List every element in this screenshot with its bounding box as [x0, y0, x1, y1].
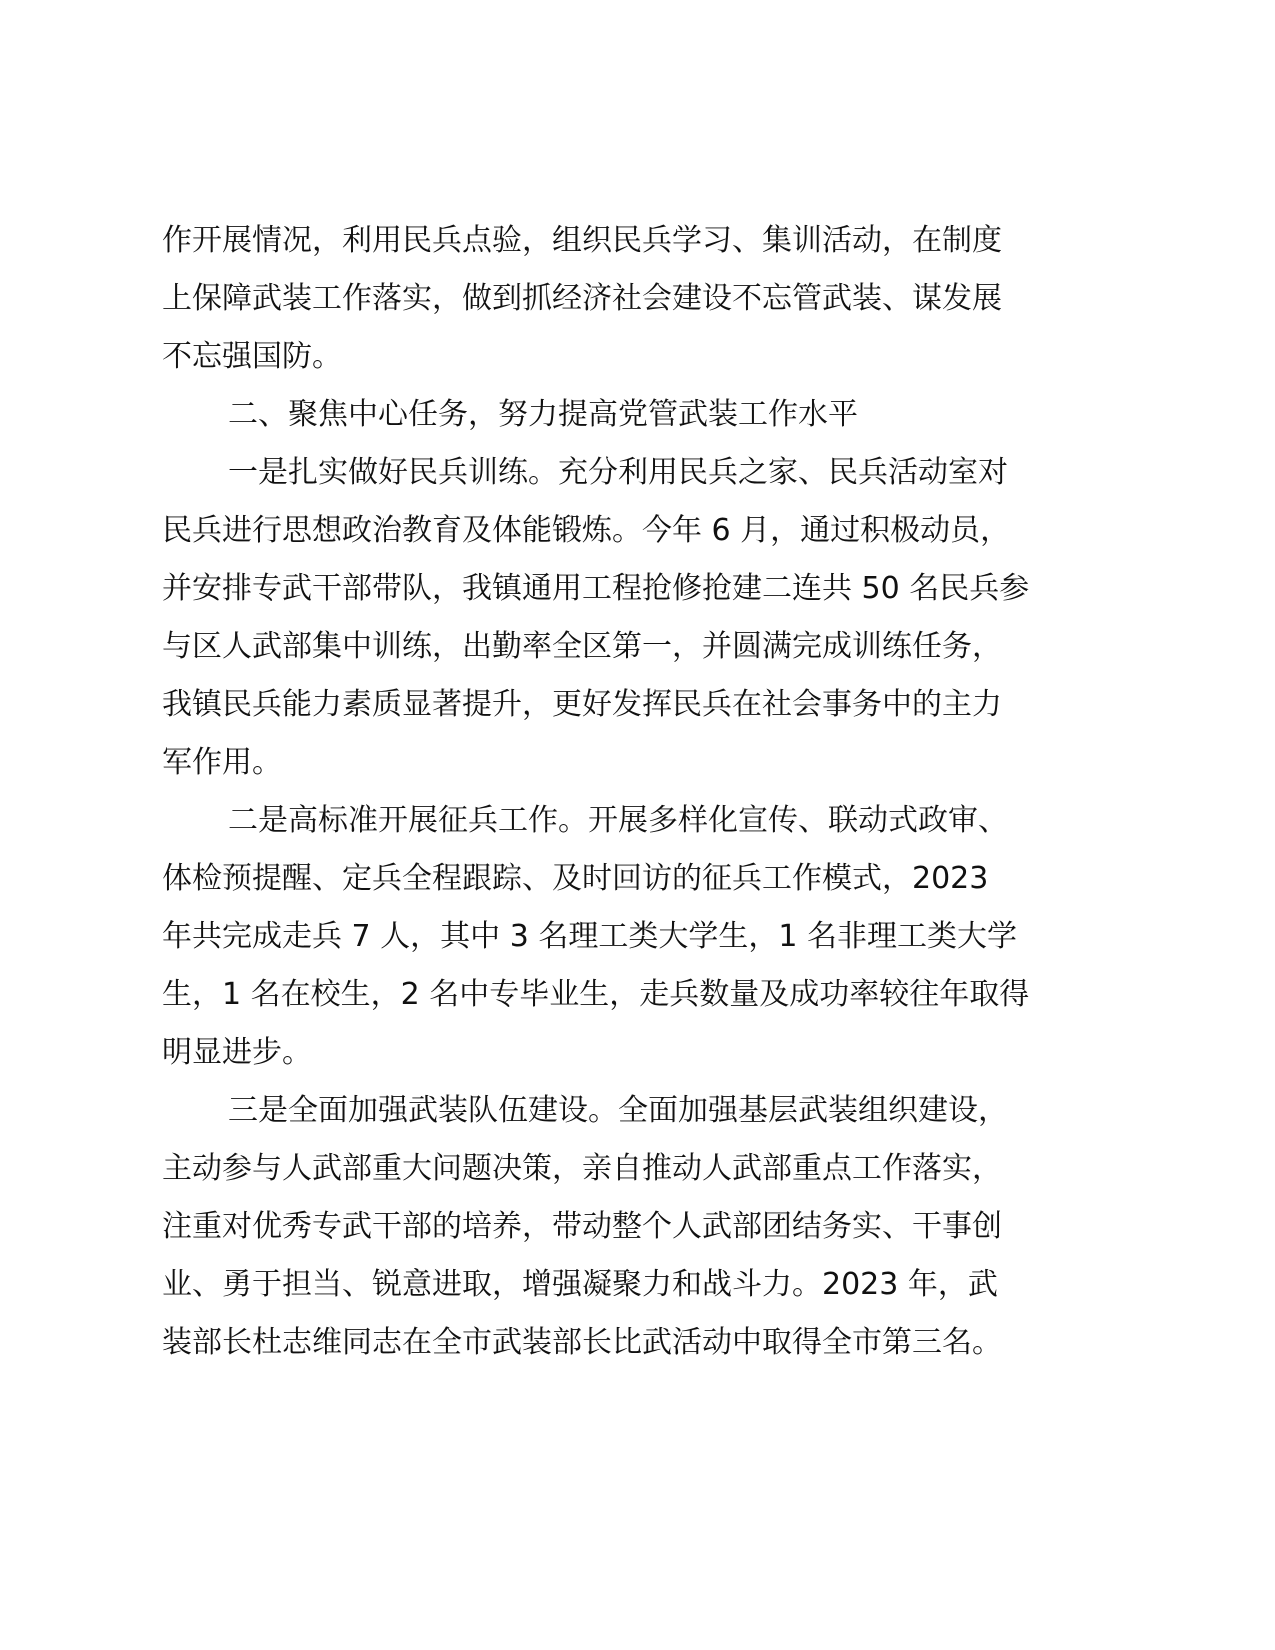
text-line: 注重对优秀专武干部的培养，带动整个人武部团结务实、干事创: [162, 1209, 1002, 1244]
text-line: 明显进步。: [162, 1035, 312, 1070]
text-line: 与区人武部集中训练，出勤率全区第一，并圆满完成训练任务，: [162, 629, 1002, 664]
text-line: 并安排专武干部带队，我镇通用工程抢修抢建二连共 50 名民兵参: [162, 571, 1030, 606]
text-line: 军作用。: [162, 745, 282, 780]
text-line: 民兵进行思想政治教育及体能锻炼。今年 6 月，通过积极动员，: [162, 513, 1011, 548]
document-body: [162, 212, 1122, 1372]
text-line: 主动参与人武部重大问题决策，亲自推动人武部重点工作落实，: [162, 1151, 1002, 1186]
text-line: 不忘强国防。: [162, 339, 342, 374]
text-line: 我镇民兵能力素质显著提升，更好发挥民兵在社会事务中的主力: [162, 687, 1002, 722]
text-line: 业、勇于担当、锐意进取，增强凝聚力和战斗力。2023 年，武: [162, 1267, 998, 1302]
paragraph-start: 三是全面加强武装队伍建设。全面加强基层武装组织建设，: [228, 1093, 1008, 1128]
text-line: 上保障武装工作落实，做到抓经济社会建设不忘管武装、谋发展: [162, 281, 1002, 316]
text-line: 作开展情况，利用民兵点验，组织民兵学习、集训活动，在制度: [162, 223, 1002, 258]
section-heading: 二、聚焦中心任务，努力提高党管武装工作水平: [228, 397, 858, 432]
text-line: 生，1 名在校生，2 名中专毕业生，走兵数量及成功率较往年取得: [162, 977, 1030, 1012]
paragraph-start: 二是高标准开展征兵工作。开展多样化宣传、联动式政审、: [228, 803, 1008, 838]
text-line: 体检预提醒、定兵全程跟踪、及时回访的征兵工作模式，2023: [162, 861, 989, 896]
paragraph-start: 一是扎实做好民兵训练。充分利用民兵之家、民兵活动室对: [228, 455, 1008, 490]
text-line: 装部长杜志维同志在全市武装部长比武活动中取得全市第三名。: [162, 1325, 1002, 1360]
text-line: 年共完成走兵 7 人，其中 3 名理工类大学生，1 名非理工类大学: [162, 919, 1017, 954]
